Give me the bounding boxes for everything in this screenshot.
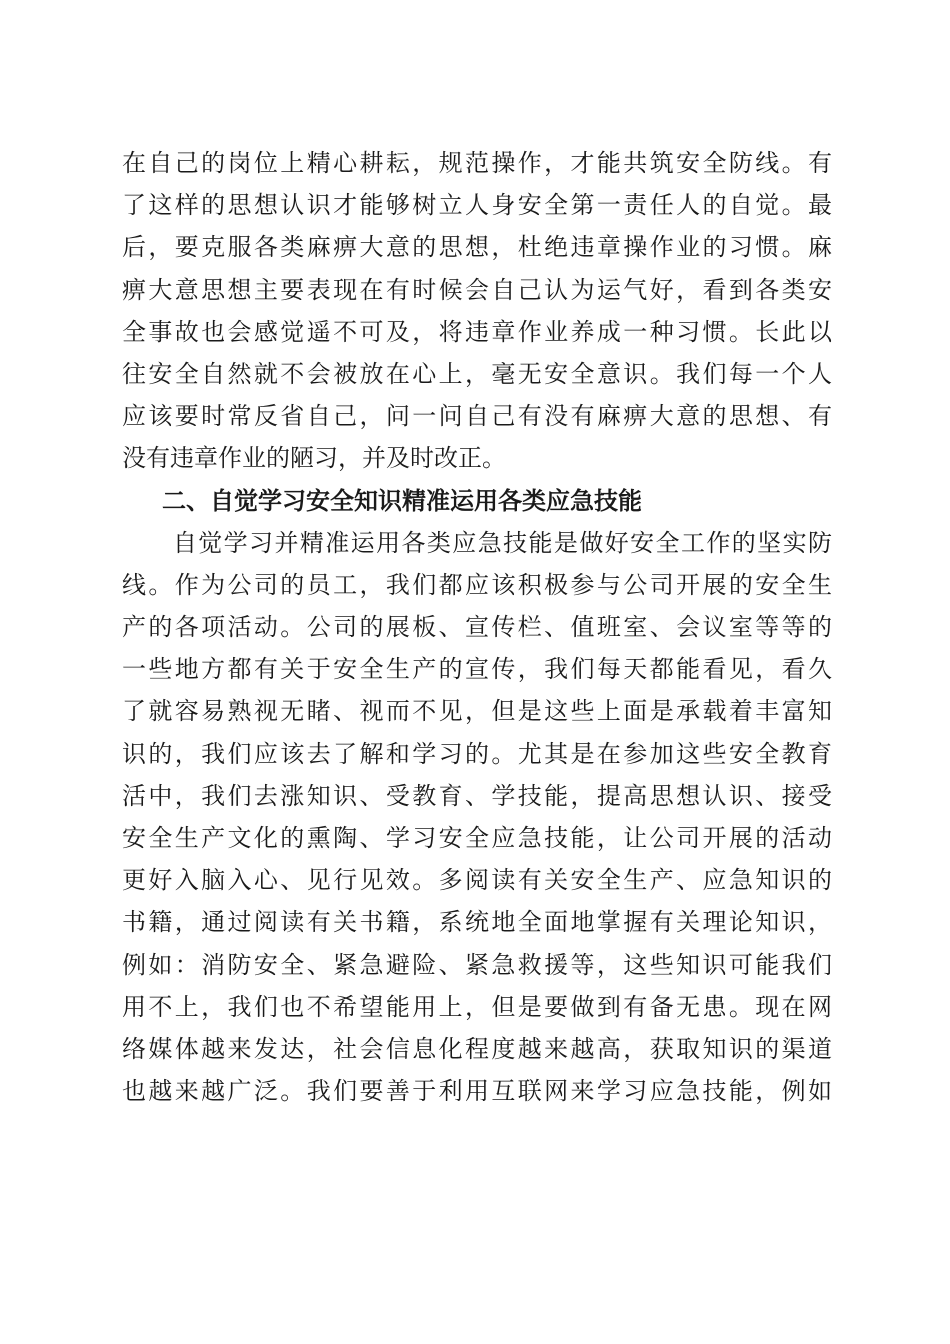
paragraph-line: 应该要时常反省自己，问一问自己有没有麻痹大意的思想、有 (122, 402, 832, 431)
paragraph-1 (122, 142, 832, 480)
paragraph-line: 自觉学习并精准运用各类应急技能是做好安全工作的坚实防 (122, 528, 832, 557)
paragraph-line: 没有违章作业的陋习，并及时改正。 (122, 444, 506, 473)
paragraph-line: 产的各项活动。公司的展板、宣传栏、值班室、会议室等等的 (122, 613, 832, 642)
paragraph-line: 书籍，通过阅读有关书籍，系统地全面地掌握有关理论知识， (122, 908, 832, 937)
paragraph-line: 例如：消防安全、紧急避险、紧急救援等，这些知识可能我们 (122, 950, 832, 979)
section-heading: 二、自觉学习安全知识精准运用各类应急技能 (162, 486, 642, 515)
paragraph-line: 络媒体越来发达，社会信息化程度越来越高，获取知识的渠道 (122, 1034, 832, 1063)
paragraph-line: 活中，我们去涨知识、受教育、学技能，提高思想认识、接受 (122, 781, 832, 810)
paragraph-line: 了这样的思想认识才能够树立人身安全第一责任人的自觉。最 (122, 191, 832, 220)
paragraph-line: 往安全自然就不会被放在心上，毫无安全意识。我们每一个人 (122, 359, 832, 388)
paragraph-line: 全事故也会感觉遥不可及，将违章作业养成一种习惯。长此以 (122, 317, 832, 346)
paragraph-line: 痹大意思想主要表现在有时候会自己认为运气好，看到各类安 (122, 275, 832, 304)
paragraph-line: 也越来越广泛。我们要善于利用互联网来学习应急技能，例如 (122, 1077, 832, 1106)
paragraph-line: 用不上，我们也不希望能用上，但是要做到有备无患。现在网 (122, 992, 832, 1021)
paragraph-line: 在自己的岗位上精心耕耘，规范操作，才能共筑安全防线。有 (122, 149, 832, 177)
paragraph-line: 后，要克服各类麻痹大意的思想，杜绝违章操作业的习惯。麻 (122, 233, 832, 262)
paragraph-line: 一些地方都有关于安全生产的宣传，我们每天都能看见，看久 (122, 655, 832, 684)
paragraph-line: 线。作为公司的员工，我们都应该积极参与公司开展的安全生 (122, 570, 832, 599)
paragraph-line: 更好入脑入心、见行见效。多阅读有关安全生产、应急知识的 (122, 866, 832, 895)
paragraph-line: 安全生产文化的熏陶、学习安全应急技能，让公司开展的活动 (122, 824, 832, 852)
paragraph-line: 识的，我们应该去了解和学习的。尤其是在参加这些安全教育 (122, 739, 832, 768)
paragraph-line: 了就容易熟视无睹、视而不见，但是这些上面是承载着丰富知 (122, 697, 832, 726)
paragraph-2 (122, 522, 832, 1113)
document-body (122, 142, 832, 1112)
